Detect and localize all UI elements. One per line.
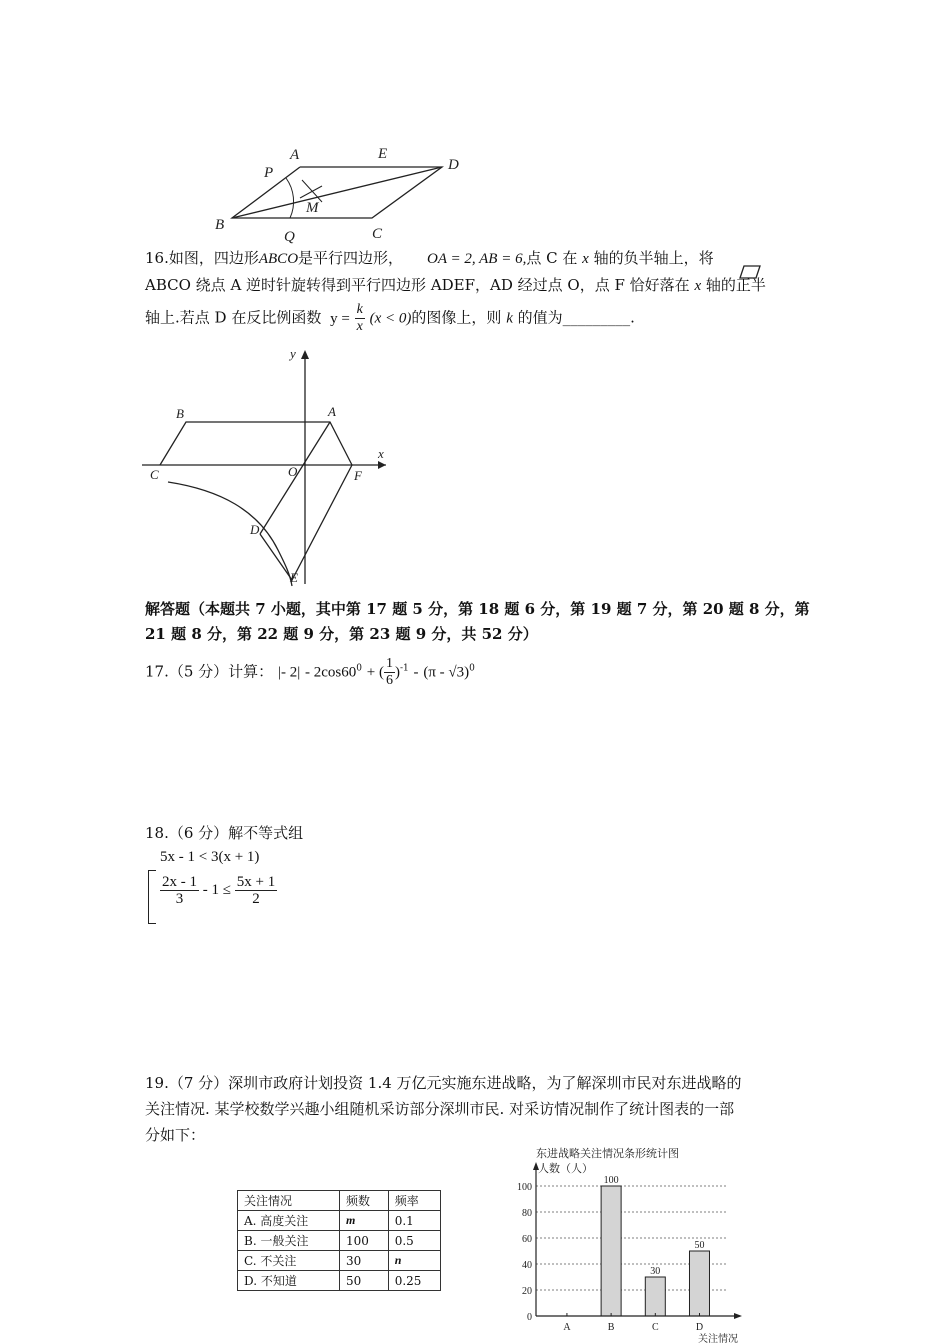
q19-line2: 关注情况. 某学校数学兴趣小组随机采访部分深圳市民. 对采访情况制作了统计图表的一部 bbox=[145, 1100, 735, 1118]
q18-title: 18.（6 分）解不等式组 bbox=[145, 824, 304, 842]
table-row: D. 不知道 50 0.25 bbox=[238, 1271, 441, 1291]
bar-chart bbox=[500, 1140, 760, 1344]
table-row: B. 一般关注 100 0.5 bbox=[238, 1231, 441, 1251]
q16-line2: ABCO 绕点 A 逆时针旋转得到平行四边形 ADEF，AD 经过点 O，点 F 恰好落在 x 轴的正半 bbox=[145, 276, 766, 294]
label-E: E bbox=[290, 570, 298, 585]
label-M: M bbox=[306, 200, 319, 216]
q19-line1: 19.（7 分）深圳市政府计划投资 1.4 万亿元实施东进战略，为了解深圳市民对东进战略的 bbox=[145, 1074, 742, 1092]
q16-line1: 16.如图，四边形ABCO是平行四边形， OA = 2, AB = 6,点 C 在 x 轴的负半轴上，将 bbox=[145, 249, 714, 267]
label-D: D bbox=[250, 522, 260, 537]
label-P: P bbox=[264, 165, 274, 181]
y-tick-label: 20 bbox=[522, 1286, 532, 1297]
data-label-C: 30 bbox=[650, 1266, 661, 1277]
section-heading-line2: 21 题 8 分，第 22 题 9 分，第 23 题 9 分，共 52 分） bbox=[145, 625, 538, 643]
x-tick-label-D: D bbox=[695, 1322, 704, 1333]
x-tick-label-C: C bbox=[651, 1322, 659, 1333]
answer-blank[interactable]: _________ bbox=[562, 308, 631, 327]
label-B: B bbox=[215, 217, 225, 233]
y-tick-label: 60 bbox=[522, 1234, 532, 1245]
chart-title: 东进战略关注情况条形统计图 bbox=[536, 1148, 679, 1160]
x-tick-label-B: B bbox=[607, 1322, 615, 1333]
label-y: y bbox=[290, 346, 296, 361]
bar-D bbox=[689, 1251, 709, 1316]
bar-B bbox=[601, 1186, 621, 1316]
table-header-row bbox=[238, 1191, 441, 1211]
table-header: 频率 bbox=[388, 1191, 440, 1211]
table-row: A. 高度关注 m 0.1 bbox=[238, 1211, 441, 1231]
figure-16 bbox=[140, 342, 400, 590]
y-tick-label: 80 bbox=[522, 1208, 532, 1219]
data-label-D: 50 bbox=[694, 1240, 705, 1251]
bar-C bbox=[645, 1277, 665, 1316]
table-header: 关注情况 bbox=[238, 1191, 340, 1211]
y-tick-label: 100 bbox=[517, 1182, 532, 1193]
table-header: 频数 bbox=[339, 1191, 388, 1211]
table-row: C. 不关注 30 n bbox=[238, 1251, 441, 1271]
figure-15 bbox=[200, 140, 480, 250]
chart-ylabel: 人数（人） bbox=[538, 1163, 593, 1175]
label-O: O bbox=[288, 464, 298, 479]
y-tick-label: 0 bbox=[527, 1312, 532, 1323]
q17: 17.（5 分）计算： |- $2| - 2\cos 60^0$ + ( $\frac{1}{6}$ )$^{-1}$ - (π - √3)$^0$ bbox=[145, 656, 475, 688]
label-C: C bbox=[150, 467, 159, 482]
chart-xlabel: 关注情况 bbox=[698, 1334, 738, 1344]
label-F: F bbox=[354, 468, 362, 483]
q19-line3: 分如下： bbox=[145, 1126, 206, 1144]
label-C: C bbox=[372, 226, 383, 242]
section-heading-line1: 解答题（本题共 7 小题，其中第 17 题 5 分，第 18 题 6 分，第 19 题 7 分，第 20 题 8 分，第 bbox=[145, 600, 810, 618]
label-Q: Q bbox=[284, 229, 295, 245]
label-B: B bbox=[176, 406, 184, 421]
q18-inequality-1: 5x - 1 < 3(x + 1) bbox=[160, 849, 260, 865]
frequency-table bbox=[237, 1190, 441, 1291]
q18-inequality-2: $\frac{2x - 1}{3}$ - 1 ≤ $\frac{5x + 1}{2}$ bbox=[162, 874, 276, 907]
q18-brace bbox=[148, 870, 156, 924]
x-tick-label-A: A bbox=[563, 1322, 571, 1333]
label-D: D bbox=[448, 157, 459, 173]
y-tick-label: 40 bbox=[522, 1260, 532, 1271]
label-E: E bbox=[378, 146, 388, 162]
label-A: A bbox=[328, 404, 336, 419]
q16-line3: 轴上.若点 D 在反比例函数 y = $\frac{k}{x}$ (x < 0)的图像上，则 k 的值为_________. bbox=[145, 302, 635, 334]
data-label-B: 100 bbox=[603, 1175, 619, 1186]
x-axis-arrow bbox=[734, 1313, 742, 1319]
label-A: A bbox=[290, 147, 300, 163]
label-x: x bbox=[378, 446, 384, 461]
